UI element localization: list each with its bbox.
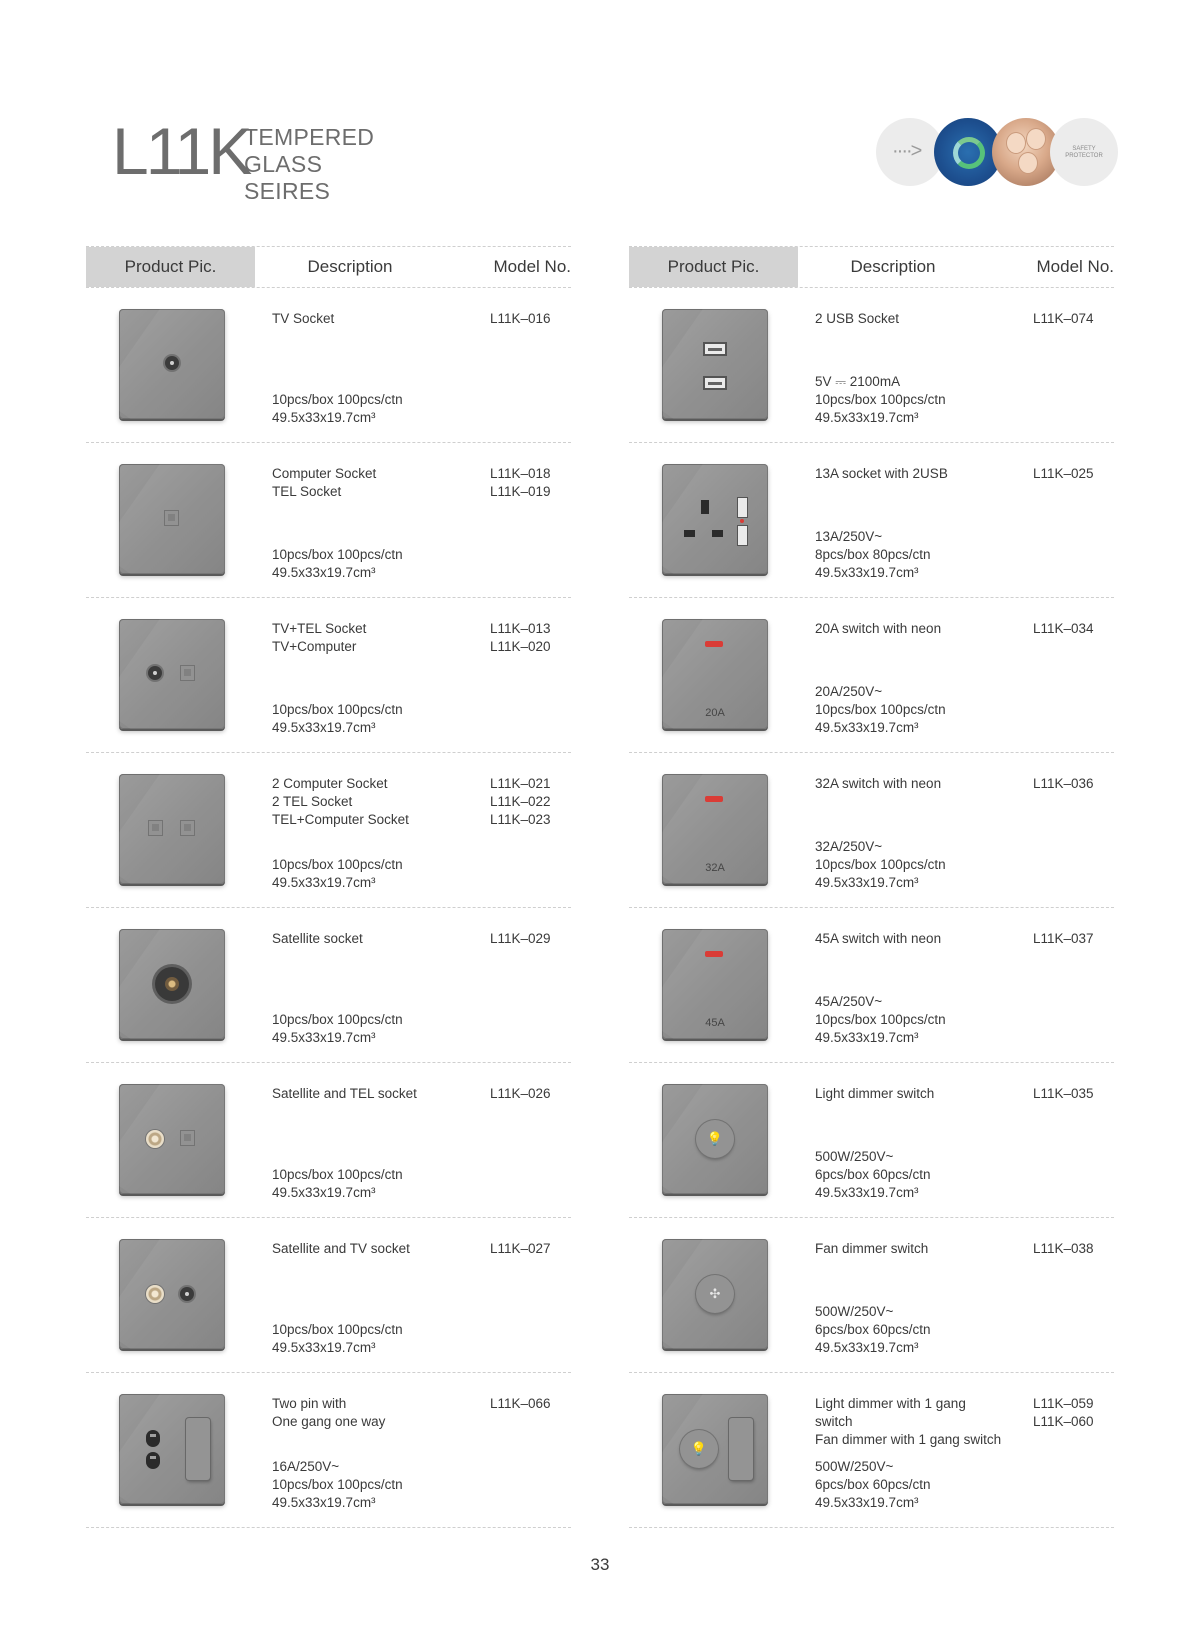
table-row <box>629 288 1114 443</box>
packing-spec: 20A/250V~ 10pcs/box 100pcs/ctn 49.5x33x19.7cm³ <box>815 684 946 735</box>
product-description: 2 Computer Socket 2 TEL Socket TEL+Computer Socket <box>272 776 409 827</box>
series-code: L11K <box>112 114 250 188</box>
table-row <box>629 1063 1114 1218</box>
packing-spec: 5V ⎓ 2100mA 10pcs/box 100pcs/ctn 49.5x33x19.7cm³ <box>815 374 946 425</box>
model-number: L11K–035 <box>1033 1086 1094 1101</box>
table-row <box>86 443 571 598</box>
table-row <box>629 908 1114 1063</box>
header-description: Description <box>307 257 393 276</box>
20a-switch-image <box>662 619 768 729</box>
table-row <box>86 908 571 1063</box>
product-description: Two pin with One gang one way <box>272 1396 386 1429</box>
table-row <box>86 753 571 908</box>
packing-spec: 10pcs/box 100pcs/ctn 49.5x33x19.7cm³ <box>272 1167 403 1200</box>
model-number: L11K–066 <box>490 1396 551 1411</box>
product-description: 13A socket with 2USB <box>815 466 948 481</box>
table-row <box>86 1063 571 1218</box>
header-product-pic: Product Pic. <box>629 247 798 287</box>
model-number: L11K–027 <box>490 1241 551 1256</box>
table-header <box>86 246 571 288</box>
45a-switch-image <box>662 929 768 1039</box>
satellite-tv-socket-image <box>119 1239 225 1349</box>
neon-indicator <box>705 641 723 647</box>
table-row <box>629 1218 1114 1373</box>
neon-indicator <box>705 796 723 802</box>
plate-rating-label: 45A <box>705 1017 725 1029</box>
model-number: L11K–074 <box>1033 311 1094 326</box>
tv-tel-socket-image <box>119 619 225 729</box>
table-row <box>629 753 1114 908</box>
model-number: L11K–029 <box>490 931 551 946</box>
product-description: Light dimmer switch <box>815 1086 935 1101</box>
packing-spec: 45A/250V~ 10pcs/box 100pcs/ctn 49.5x33x19.7cm³ <box>815 994 946 1045</box>
packing-spec: 16A/250V~ 10pcs/box 100pcs/ctn 49.5x33x19.7cm³ <box>272 1459 403 1510</box>
page-number: 33 <box>590 1555 610 1574</box>
product-description: 2 USB Socket <box>815 311 900 326</box>
header-description: Description <box>850 257 936 276</box>
light-bulb-icon: 💡 <box>680 1430 718 1468</box>
model-number: L11K–013 L11K–020 <box>490 621 551 654</box>
fan-icon: ✣ <box>696 1275 734 1313</box>
packing-spec: 13A/250V~ 8pcs/box 80pcs/ctn 49.5x33x19.7cm³ <box>815 529 931 580</box>
packing-spec: 10pcs/box 100pcs/ctn 49.5x33x19.7cm³ <box>272 1322 403 1355</box>
product-description: Light dimmer with 1 gang switch Fan dimmer with 1 gang switch <box>815 1396 1002 1447</box>
table-row <box>86 288 571 443</box>
product-description: TV Socket <box>272 311 335 326</box>
model-number: L11K–026 <box>490 1086 551 1101</box>
fan-dimmer-image <box>662 1239 768 1349</box>
neon-indicator <box>705 951 723 957</box>
header-product-pic: Product Pic. <box>86 247 255 287</box>
13a-usb-socket-image <box>662 464 768 574</box>
tv-socket-image <box>119 309 225 419</box>
product-table-right <box>629 246 1114 1528</box>
product-description: 20A switch with neon <box>815 621 942 636</box>
packing-spec: 10pcs/box 100pcs/ctn 49.5x33x19.7cm³ <box>272 392 403 425</box>
model-number: L11K–036 <box>1033 776 1094 791</box>
packing-spec: 32A/250V~ 10pcs/box 100pcs/ctn 49.5x33x19.7cm³ <box>815 839 946 890</box>
packing-spec: 10pcs/box 100pcs/ctn 49.5x33x19.7cm³ <box>272 547 403 580</box>
header-model-no: Model No. <box>493 257 571 276</box>
packing-spec: 500W/250V~ 6pcs/box 60pcs/ctn 49.5x33x19.7cm³ <box>815 1459 931 1510</box>
product-description: Satellite socket <box>272 931 363 946</box>
satellite-tel-socket-image <box>119 1084 225 1194</box>
table-row <box>86 1218 571 1373</box>
feature-badges <box>876 118 1116 188</box>
product-table-left <box>86 246 571 1528</box>
table-row <box>629 598 1114 753</box>
table-row <box>86 1373 571 1528</box>
table-row <box>629 443 1114 598</box>
plate-rating-label: 20A <box>705 707 725 719</box>
product-description: Satellite and TV socket <box>272 1241 410 1256</box>
table-header <box>629 246 1114 288</box>
satellite-socket-image <box>119 929 225 1039</box>
model-number: L11K–018 L11K–019 <box>490 466 551 499</box>
packing-spec: 500W/250V~ 6pcs/box 60pcs/ctn 49.5x33x19.7cm³ <box>815 1149 931 1200</box>
model-number: L11K–038 <box>1033 1241 1094 1256</box>
product-description: Computer Socket TEL Socket <box>272 466 377 499</box>
table-row <box>629 1373 1114 1528</box>
light-dimmer-image <box>662 1084 768 1194</box>
packing-spec: 500W/250V~ 6pcs/box 60pcs/ctn 49.5x33x19.7cm³ <box>815 1304 931 1355</box>
packing-spec: 10pcs/box 100pcs/ctn 49.5x33x19.7cm³ <box>272 857 403 890</box>
packing-spec: 10pcs/box 100pcs/ctn 49.5x33x19.7cm³ <box>272 702 403 735</box>
header-model-no: Model No. <box>1036 257 1114 276</box>
product-description: TV+TEL Socket TV+Computer <box>272 621 367 654</box>
model-number: L11K–025 <box>1033 466 1094 481</box>
model-number: L11K–021 L11K–022 L11K–023 <box>490 776 551 827</box>
product-description: Satellite and TEL socket <box>272 1086 417 1101</box>
computer-socket-image <box>119 464 225 574</box>
series-name: TEMPERED GLASS SEIRES <box>244 124 375 204</box>
arrow-icon: ····> <box>876 118 944 186</box>
product-description: 32A switch with neon <box>815 776 942 791</box>
product-description: 45A switch with neon <box>815 931 942 946</box>
double-data-socket-image <box>119 774 225 884</box>
safety-protector-badge: SAFETY PROTECTOR <box>1050 118 1118 186</box>
product-description: Fan dimmer switch <box>815 1241 929 1256</box>
usb-socket-image <box>662 309 768 419</box>
model-number: L11K–059 L11K–060 <box>1033 1396 1094 1429</box>
model-number: L11K–034 <box>1033 621 1094 636</box>
32a-switch-image <box>662 774 768 884</box>
two-pin-switch-image <box>119 1394 225 1504</box>
packing-spec: 10pcs/box 100pcs/ctn 49.5x33x19.7cm³ <box>272 1012 403 1045</box>
model-number: L11K–016 <box>490 311 551 326</box>
table-row <box>86 598 571 753</box>
plate-rating-label: 32A <box>705 862 725 874</box>
model-number: L11K–037 <box>1033 931 1094 946</box>
light-bulb-icon: 💡 <box>696 1120 734 1158</box>
dimmer-with-switch-image <box>662 1394 768 1504</box>
